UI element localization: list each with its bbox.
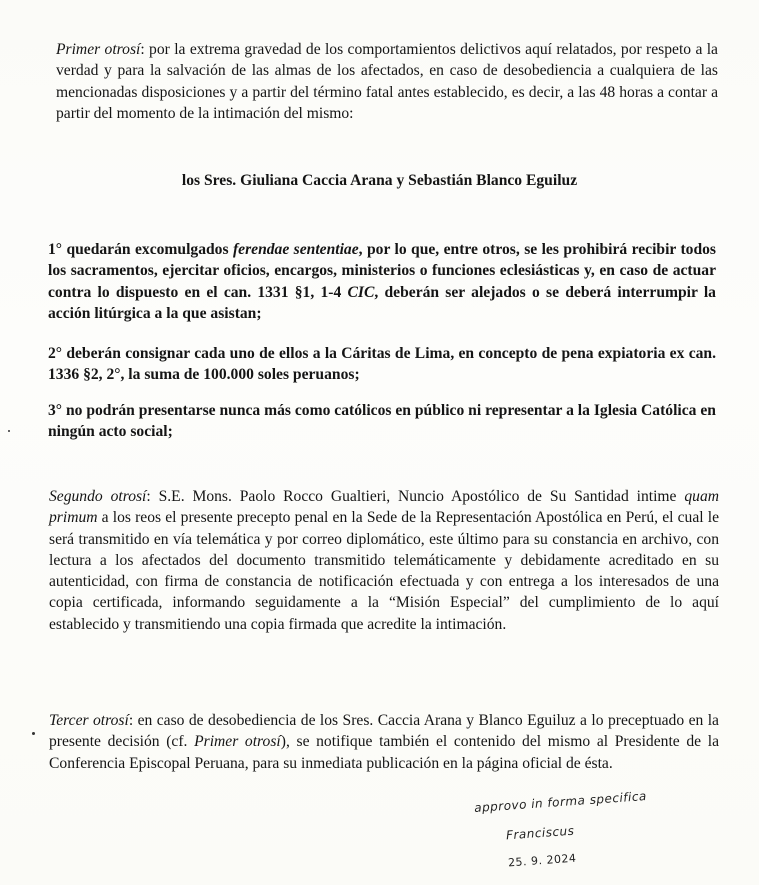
first-penalty-text-a: 1° quedarán excomulgados [48,241,233,258]
tercer-otrosi-text-c: ), se notifique también el contenido del mismo al Presidente de la Conferencia Episcopal Peruana, para su inmediata publicación en la página oficial de ésta. [49,733,719,772]
first-penalty-latin: ferendae sententiae [232,241,359,258]
paragraph-tercer-otrosi [49,710,719,774]
paragraph-first-penalty [48,239,716,324]
tercer-otrosi-label: Tercer otrosí [49,712,129,729]
paragraph-third-penalty: 3° no podrán presentarse nunca más como católicos en público ni representar a la Iglesia Católica en ningún acto social; [48,402,716,441]
paragraph-primer-otrosi [56,39,718,124]
handwritten-signature: Franciscus [505,823,575,843]
primer-otrosi-label: Primer otrosí [56,41,141,58]
segundo-otrosi-text-c: a los reos el presente precepto penal en la Sede de la Representación Apostólica en Perú, el cual le será transmitido en vía telemática y por correo diplomático, este último para su constancia en archivo, con lectura a los afectados del documento transmitido telemáticamente y debidamente acreditado en su autenticidad, con firma de constancia de notificación efectuada y con entrega a los interesados de una copia certificada, informando seguidamente a la “Misión Especial” del cumplimiento de lo aquí establecido y transmitiendo una copia firmada que acredite la intimación. [49,509,719,633]
paragraph-second-penalty: 2° deberán consignar cada uno de ellos a la Cáritas de Lima, en concepto de pena expiatoria ex can. 1336 §2, 2°, la suma de 100.000 soles peruanos; [48,345,716,384]
segundo-otrosi-latin: quam primum [49,488,719,527]
first-penalty-text-e: , deberán ser alejados o se deberá interrumpir la acción litúrgica a la que asistan; [48,283,716,322]
first-penalty-text-c: , por lo que, entre otros, se les prohibirá recibir todos los sacramentos, ejercitar oficios, encargos, ministerios o funciones eclesiásticas y, en caso de actuar contra lo dispuesto en el can. 1331 §1, 1-4 [48,241,716,301]
handwritten-approval: approvo in forma specifica [473,788,648,816]
first-penalty-cic: CIC [347,283,375,301]
tercer-otrosi-text-a: : en caso de desobediencia de los Sres. Caccia Arana y Blanco Eguiluz a lo preceptuado en la presente decisión (cf. [49,712,719,751]
handwritten-date: 25. 9. 2024 [507,851,577,870]
segundo-otrosi-label: Segundo otrosí [49,488,147,505]
primer-otrosi-text: : por la extrema gravedad de los comportamientos delictivos aquí relatados, por respeto a la verdad y para la salvación de las almas de los afectados, en caso de desobediencia a cualquiera de las mencionadas disposiciones y a partir del término fatal antes establecido, es decir, a las 48 horas a contar a partir del momento de la intimación del mismo: [56,41,718,122]
tercer-otrosi-ref: Primer otrosí [194,733,281,751]
defendants-line: los Sres. Giuliana Caccia Arana y Sebastián Blanco Eguiluz [181,172,578,189]
margin-mark [8,430,10,432]
paragraph-segundo-otrosi [49,486,719,635]
margin-mark [32,732,35,735]
segundo-otrosi-text-a: : S.E. Mons. Paolo Rocco Gualtieri, Nuncio Apostólico de Su Santidad intime [146,488,685,505]
